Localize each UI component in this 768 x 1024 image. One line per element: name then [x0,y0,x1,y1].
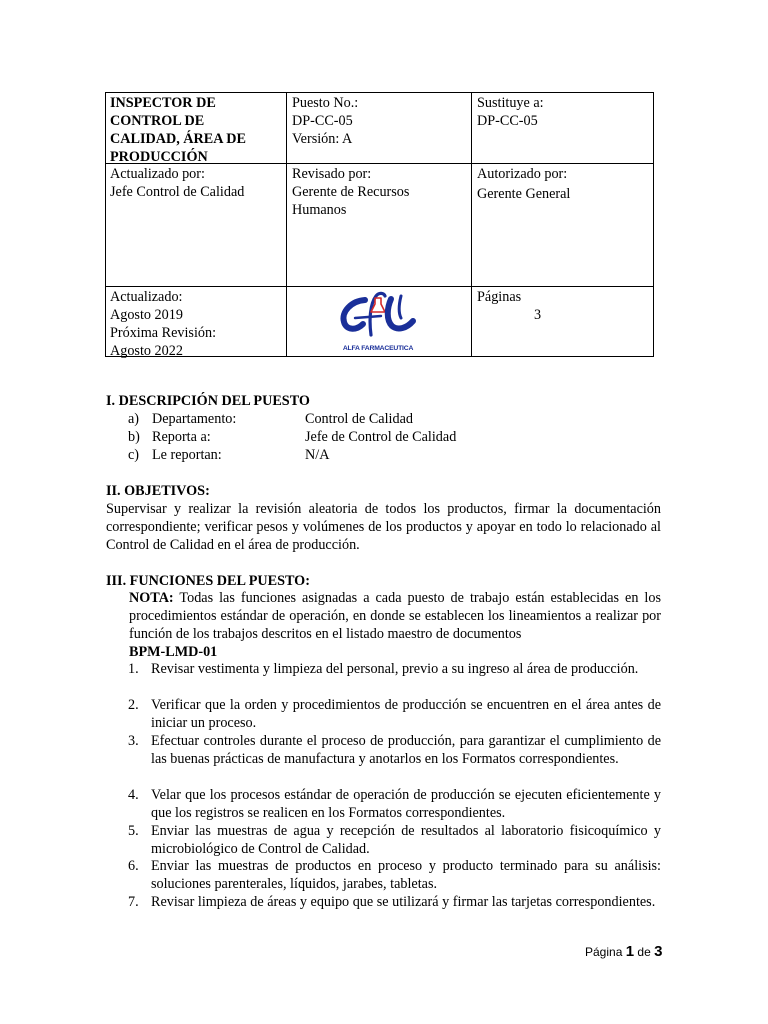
item-letter: c) [128,447,140,463]
item-value: Jefe de Control de Calidad [305,429,457,445]
objectives-paragraph: Supervisar y realizar la revisión aleatoria de todos los productos, firmar la documentación correspondiente; verificar pesos y volúmenes de los productos y apoyar en todo lo relacionado al Control de Calidad en el área de producción. [106,501,661,553]
list-item [128,822,661,858]
item-value: N/A [305,447,330,463]
puesto-label: Puesto No.: [292,95,359,111]
autorizado-por-cell [473,165,653,203]
logo-mark-icon [335,290,421,340]
item-value: Control de Calidad [305,411,413,427]
current-page: 1 [625,943,635,960]
function-number: 1. [128,661,139,677]
function-number: 3. [128,733,139,749]
table-divider [471,93,472,356]
autorizado-por-label: Autorizado por: [477,166,568,182]
position-title: INSPECTOR DE CONTROL DE CALIDAD, ÁREA DE PRODUCCIÓN [110,95,246,165]
autorizado-por-value: Gerente General [477,186,571,202]
puesto-cell [288,94,471,148]
item-label: Departamento: [152,411,237,427]
paginas-cell [473,288,653,324]
total-pages: 3 [654,943,663,960]
puesto-code: DP-CC-05 [292,113,353,129]
function-number: 7. [128,894,139,910]
item-label: Le reportan: [152,447,222,463]
function-number: 5. [128,823,139,839]
sustituye-code: DP-CC-05 [477,113,538,129]
actualizado-por-label: Actualizado por: [110,166,205,182]
list-item [128,410,628,428]
actualizado-por-value: Jefe Control de Calidad [110,184,245,200]
item-letter: b) [128,429,140,445]
section3-heading: III. FUNCIONES DEL PUESTO: [106,573,310,589]
proxima-revision-date: Agosto 2022 [110,343,183,359]
item-label: Reporta a: [152,429,211,445]
actualizado-date: Agosto 2019 [110,307,183,323]
note-code: BPM-LMD-01 [129,644,218,660]
page-footer [585,943,662,961]
section1-heading: I. DESCRIPCIÓN DEL PUESTO [106,393,310,409]
paginas-value: 3 [534,307,542,323]
note-label: NOTA: [129,590,174,606]
function-number: 6. [128,858,139,874]
logo-cell [287,287,471,357]
function-number: 4. [128,787,139,803]
item-letter: a) [128,411,140,427]
list-item [128,428,628,446]
revisado-por-value: Gerente de Recursos Humanos [292,184,410,218]
header-table [105,92,654,357]
list-item [128,446,628,464]
function-text: Revisar vestimenta y limpieza del personal, previo a su ingreso al área de producción. [151,661,639,677]
actualizado-por-cell [106,165,286,201]
note-text: Todas las funciones asignadas a cada puesto de trabajo están establecidas en los procedimientos estándar de operación, en donde se establecen los lineamientos a realizar por función de los trabajos descritos en el listado maestro de documentos [129,590,661,642]
proxima-revision-label: Próxima Revisión: [110,325,217,341]
pagina-label: Página [585,945,623,959]
function-text: Enviar las muestras de productos en proceso y producto terminado para su análisis: soluciones parenterales, líquidos, jarabes, tabletas. [151,858,661,892]
function-text: Efectuar controles durante el proceso de producción, para garantizar el cumplimiento de las buenas prácticas de manufactura y anotarlos en los Formatos correspondientes. [151,733,661,767]
sustituye-label: Sustituye a: [477,95,544,111]
function-text: Verificar que la orden y procedimientos de producción se encuentren en el área antes de iniciar un proceso. [151,697,661,731]
list-item [128,857,661,893]
sustituye-cell [473,94,653,130]
list-item [128,786,661,822]
de-label: de [637,945,651,959]
section2-heading: II. OBJETIVOS: [106,483,210,499]
function-text: Velar que los procesos estándar de operación de producción se ejecuten eficientemente y que los registros se realicen en los Formatos correspondientes. [151,787,661,821]
note-body [129,589,661,643]
actualizado-cell [106,288,286,360]
logo-text: ALFA FARMACEUTICA [342,345,414,352]
function-text: Revisar limpieza de áreas y equipo que se utilizará y firmar las tarjetas correspondientes. [151,894,656,910]
revisado-por-label: Revisado por: [292,166,372,182]
revisado-por-cell [288,165,438,219]
actualizado-label: Actualizado: [110,289,183,305]
function-text: Enviar las muestras de agua y recepción de resultados al laboratorio fisicoquímico y microbiológico de Control de Calidad. [151,823,661,857]
list-item [128,660,661,678]
list-item [128,696,661,732]
version-label: Versión: A [292,131,353,147]
list-item [128,893,661,911]
list-item [128,732,661,768]
paginas-label: Páginas [477,289,522,305]
alfa-farmaceutica-logo [335,290,421,354]
note-paragraph [128,589,661,661]
function-number: 2. [128,697,139,713]
